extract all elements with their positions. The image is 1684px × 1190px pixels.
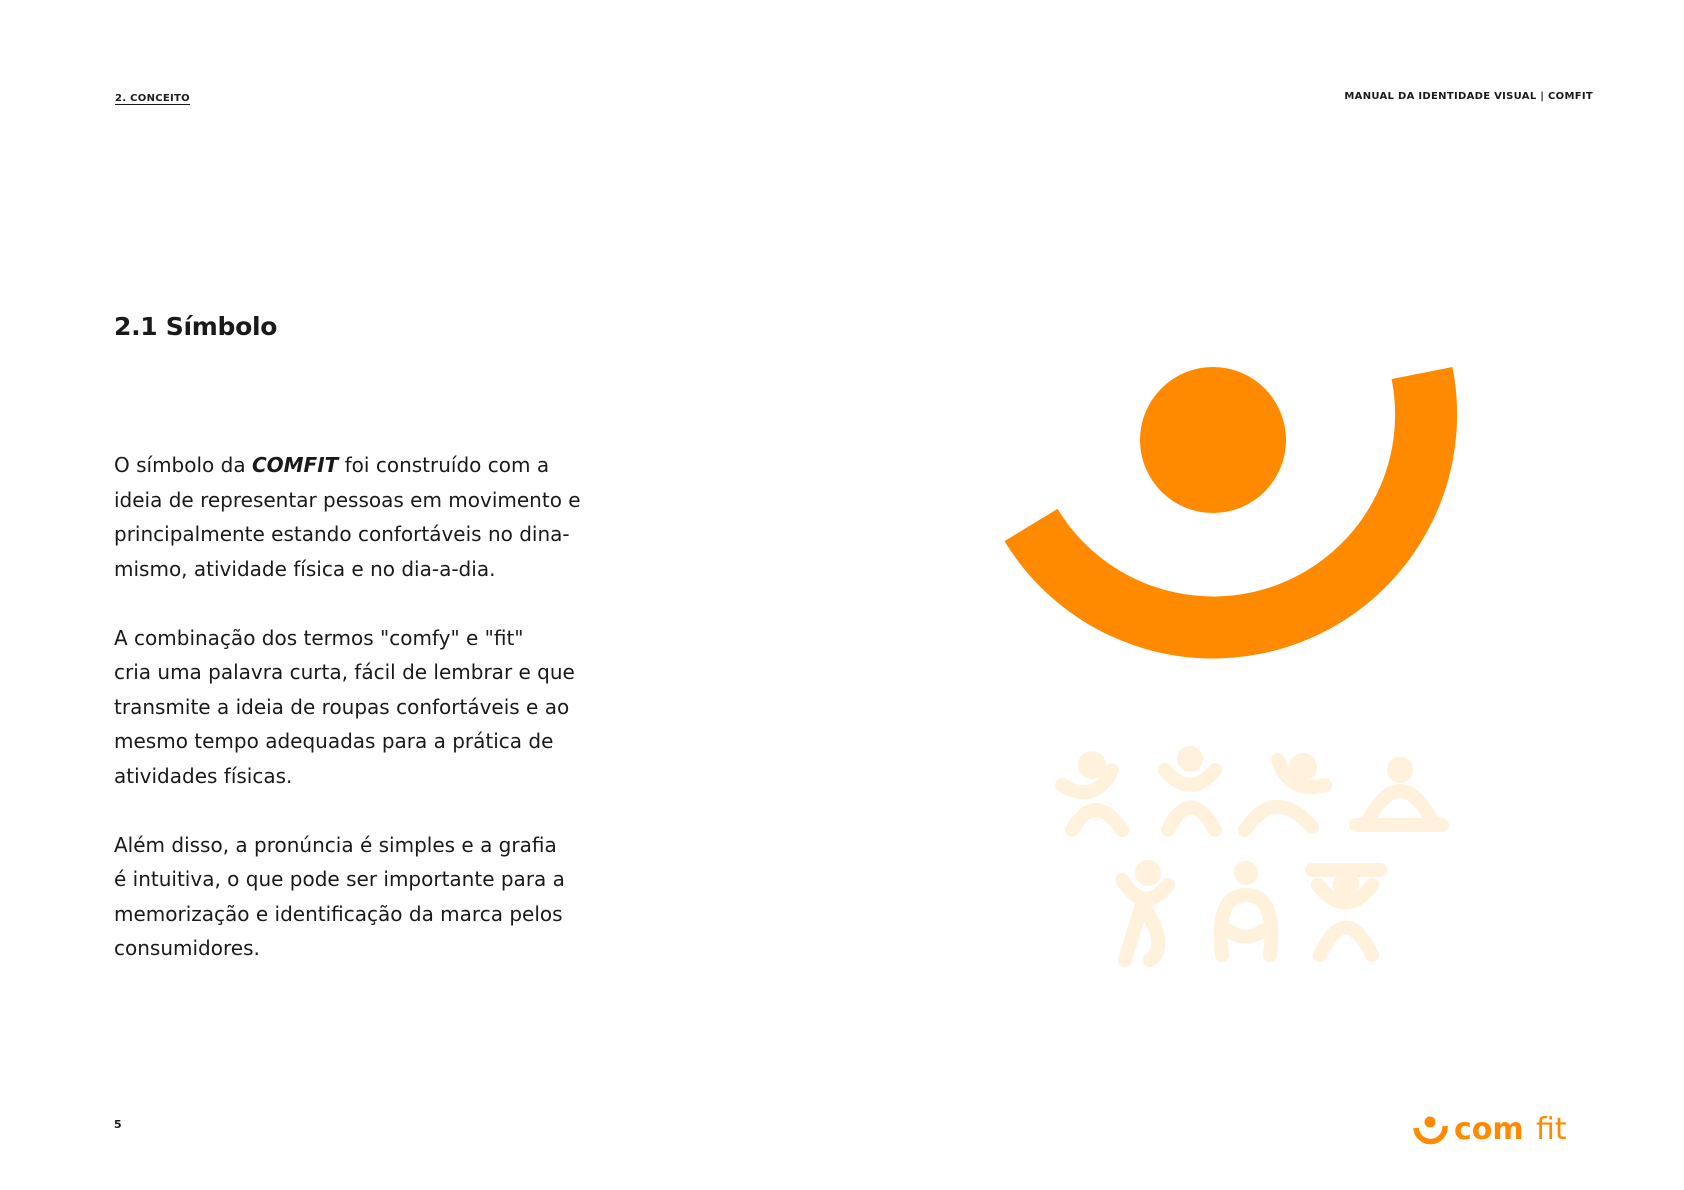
pose-7-icon xyxy=(1312,870,1380,955)
paragraph-3: Além disso, a pronúncia é simples e a grafia é intuitiva, o que pode ser importante para a memorização e identificação da marca pelos consumidores. xyxy=(114,832,565,960)
body-text xyxy=(114,448,634,1000)
brand-symbol-icon xyxy=(1000,365,1460,705)
pose-2-icon xyxy=(1165,746,1215,830)
brand-name: COMFIT xyxy=(251,453,339,477)
page-number: 5 xyxy=(114,1118,122,1131)
page-title: 2.1 Símbolo xyxy=(114,312,278,341)
logo-head xyxy=(1425,1117,1436,1128)
pose-5-icon xyxy=(1122,860,1168,960)
logo-text-bold: com xyxy=(1454,1112,1524,1147)
pose-3-icon xyxy=(1245,753,1325,830)
logo-text-light: fit xyxy=(1536,1112,1567,1147)
person-pose-icons xyxy=(1050,745,1470,975)
paragraph-1 xyxy=(114,448,634,586)
paragraph-1-start: O símbolo da xyxy=(114,453,252,477)
paragraph-2: A combinação dos termos "comfy" e "fit" cria uma palavra curta, fácil de lembrar e que transmite a ideia de roupas confortáveis e ao mesmo tempo adequadas para a prática de atividades físicas. xyxy=(114,625,575,788)
section-label: 2. CONCEITO xyxy=(115,93,190,104)
paragraph-1-rest: foi construído com a ideia de representar pessoas em movimento e principalmente estando confortáveis no dina- mismo, atividade física e no dia-a-dia. xyxy=(114,453,581,581)
document-title: MANUAL DA IDENTIDADE VISUAL | COMFIT xyxy=(1344,91,1593,102)
pose-4-icon xyxy=(1356,757,1442,825)
symbol-head xyxy=(1140,367,1286,513)
pose-1-icon xyxy=(1062,751,1122,830)
comfit-logo-icon xyxy=(1412,1108,1594,1154)
pose-6-icon xyxy=(1221,861,1272,955)
logo-arc xyxy=(1416,1126,1445,1142)
